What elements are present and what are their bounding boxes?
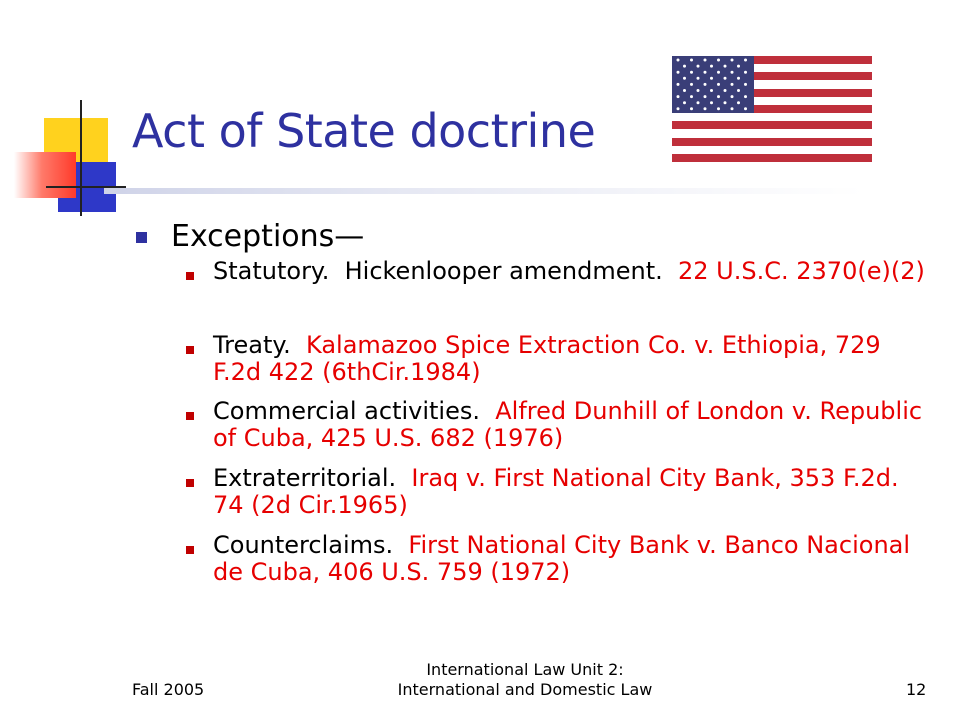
sub-bullet-statutory	[186, 258, 926, 285]
sub-bullet-square-icon	[186, 346, 194, 354]
title-underline	[104, 188, 864, 194]
sub-bullet-commercial	[186, 398, 926, 452]
slide-title: Act of State doctrine	[132, 104, 596, 158]
exception-label: Statutory. Hickenlooper amendment.	[213, 257, 679, 285]
sub-bullet-square-icon	[186, 546, 194, 554]
us-flag-image	[672, 56, 872, 162]
exception-label: Extraterritorial.	[213, 464, 412, 492]
case-citation: Iraq v. First National City Bank, 353 F.2d. 74 (2d Cir.1965)	[213, 464, 899, 519]
bullet-square-icon	[136, 232, 147, 243]
case-citation: Kalamazoo Spice Extraction Co. v. Ethiopia, 729 F.2d 422 (6thCir.1984)	[213, 331, 881, 386]
sub-bullet-extraterritorial	[186, 465, 926, 519]
bullet-text: Exceptions—	[171, 219, 365, 254]
case-citation: Alfred Dunhill of London v. Republic of Cuba, 425 U.S. 682 (1976)	[213, 397, 923, 452]
slide-number: 12	[906, 680, 927, 699]
sub-bullet-text	[213, 532, 926, 586]
exception-label: Commercial activities.	[213, 397, 496, 425]
bullet-exceptions	[136, 218, 364, 256]
sub-bullet-text	[213, 332, 926, 386]
sub-bullet-treaty	[186, 332, 926, 386]
sub-bullet-text	[213, 465, 926, 519]
flag-star-field	[672, 56, 754, 113]
exception-label: Treaty.	[213, 331, 307, 359]
sub-bullet-text	[213, 398, 926, 452]
vertical-rule	[80, 100, 82, 216]
sub-bullet-counterclaims	[186, 532, 926, 586]
red-square	[14, 152, 76, 198]
sub-bullet-text	[213, 258, 925, 285]
exception-label: Counterclaims.	[213, 531, 409, 559]
footer-title-line1: International Law Unit 2:	[426, 660, 624, 679]
case-citation: 22 U.S.C. 2370(e)(2)	[678, 257, 925, 285]
sub-bullet-square-icon	[186, 412, 194, 420]
case-citation: First National City Bank v. Banco Nacional de Cuba, 406 U.S. 759 (1972)	[213, 531, 911, 586]
footer-date: Fall 2005	[132, 680, 205, 699]
footer-title	[360, 660, 690, 700]
sub-bullet-square-icon	[186, 479, 194, 487]
footer-title-line2: International and Domestic Law	[397, 680, 653, 699]
sub-bullet-square-icon	[186, 272, 194, 280]
